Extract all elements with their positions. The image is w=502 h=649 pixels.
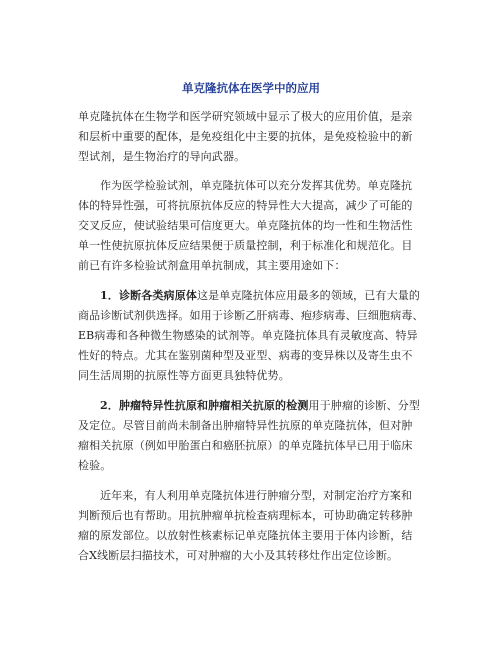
paragraph-2-line-1: 作为医学检验试剂，单克隆抗体可以充分发挥其优势。单克隆抗 (100, 179, 413, 192)
paragraph-1-line-2: 和层析中重要的配体，是免疫组化中主要的抗体，是免疫检验中的新 (78, 130, 413, 143)
paragraph-3-line-4: 合X线断层扫描技术，可对肿瘤的大小及其转移灶作出定位诊断。 (78, 549, 399, 562)
section-1-line-3: EB病毒和各种微生物感染的试剂等。单克隆抗体具有灵敏度高、特异 (78, 329, 418, 342)
section-2-line-4: 检验。 (78, 459, 112, 472)
paragraph-2-line-3: 交叉反应，使试验结果可信度更大。单克隆抗体的均一性和生物活性 (78, 219, 413, 232)
document-title: 单克隆抗体在医学中的应用 (182, 81, 320, 95)
section-2-heading: 2．肿瘤特异性抗原和肿瘤相关抗原的检测 (100, 399, 309, 412)
section-1-first-line (100, 288, 420, 304)
section-1-line-2: 商品诊断试剂供选择。如用于诊断乙肝病毒、疱疹病毒、巨细胞病毒、 (78, 309, 424, 322)
section-2-first-line (100, 398, 420, 414)
paragraph-3-line-2: 判断预后也有帮助。用抗肿瘤单抗检查病理标本，可协助确定转移肿 (78, 509, 413, 522)
section-2-line-2: 及定位。尽管目前尚未制备出肿瘤特异性抗原的单克隆抗体，但对肿 (78, 419, 413, 432)
paragraph-1-line-3: 型试剂，是生物治疗的导向武器。 (78, 150, 246, 163)
paragraph-2-line-2: 体的特异性强，可将抗原抗体反应的特异性大大提高，减少了可能的 (78, 199, 413, 212)
paragraph-3-line-1: 近年来，有人利用单克隆抗体进行肿瘤分型，对制定治疗方案和 (100, 489, 413, 502)
paragraph-2-line-5: 前已有许多检验试剂盒用单抗制成，其主要用途如下： (78, 259, 346, 272)
section-1-heading: 1．诊断各类病原体 (100, 289, 198, 302)
paragraph-1-line-1: 单克隆抗体在生物学和医学研究领域中显示了极大的应用价值，是亲 (78, 110, 413, 123)
section-2-line-3: 瘤相关抗原（例如甲胎蛋白和癌胚抗原）的单克隆抗体早已用于临床 (78, 439, 413, 452)
section-1-line-4: 性好的特点。尤其在鉴别菌种型及亚型、病毒的变异株以及寄生虫不 (78, 349, 413, 362)
paragraph-2-line-4: 单一性使抗原抗体反应结果便于质量控制，利于标准化和规范化。目 (78, 239, 413, 252)
section-1-first-line-text: 这是单克隆抗体应用最多的领域，已有大量的 (197, 289, 421, 302)
section-2-first-line-text: 用于肿瘤的诊断、分型 (308, 399, 421, 412)
paragraph-3-line-3: 瘤的原发部位。以放射性核素标记单克隆抗体主要用于体内诊断，结 (78, 529, 413, 542)
section-1-line-5: 同生活周期的抗原性等方面更具独特优势。 (78, 369, 290, 382)
